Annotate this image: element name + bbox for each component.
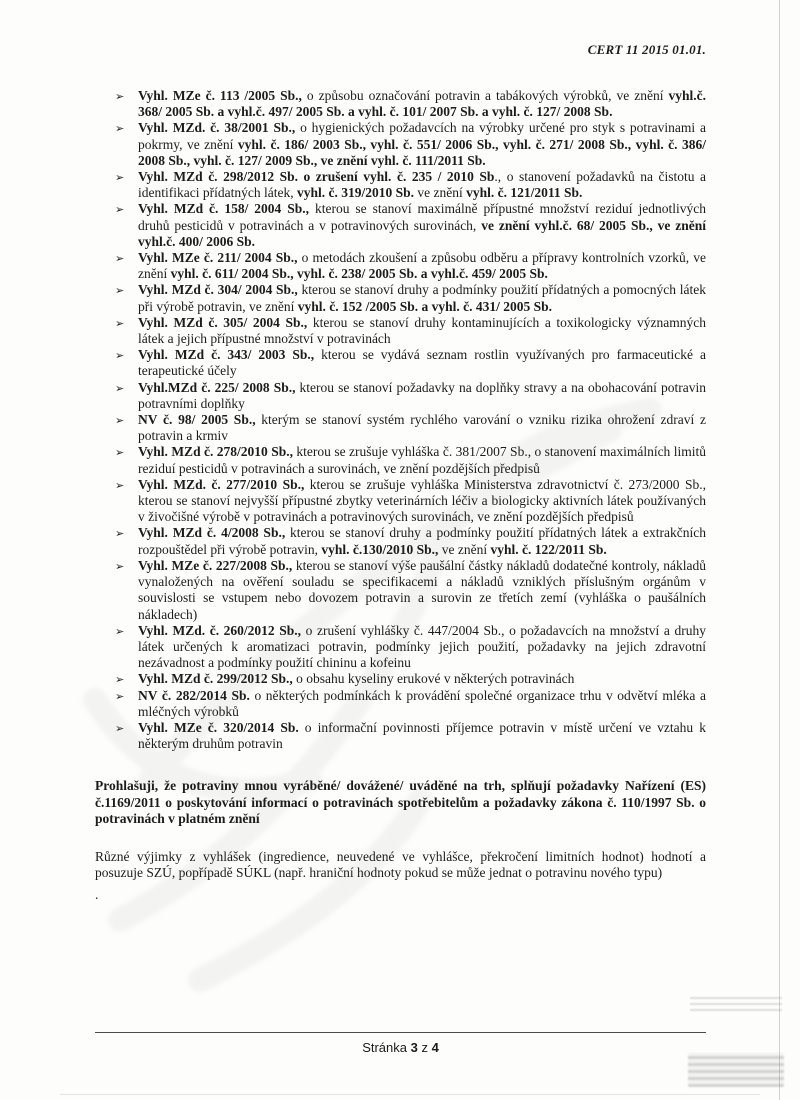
arrow-bullet-icon: ➢ [115, 252, 125, 266]
list-item-text: Vyhl. MZe č. 320/2014 Sb. o informační povinnosti příjemce potravin v místě určení ve vztahu k některým druhům potravin [138, 719, 706, 752]
arrow-bullet-icon: ➢ [115, 689, 125, 703]
arrow-bullet-icon: ➢ [115, 673, 125, 687]
list-item [95, 412, 706, 444]
list-item [95, 201, 706, 250]
list-item-text: Vyhl. MZe č. 211/ 2004 Sb., o metodách zkoušení a způsobu odběru a přípravy kontrolních vzorků, ve znění vyhl. č. 611/ 2004 Sb., vyhl. č. 238/ 2005 Sb. a vyhl.č. 459/ 2005 Sb. [138, 250, 706, 282]
list-item [95, 558, 706, 623]
arrow-bullet-icon: ➢ [115, 90, 125, 103]
arrow-bullet-icon: ➢ [115, 284, 125, 298]
list-item-text: NV č. 98/ 2005 Sb., kterým se stanoví systém rychlého varování o vzniku rizika ohrožení zdraví z potravin a krmiv [138, 412, 706, 444]
arrow-bullet-icon: ➢ [115, 721, 125, 735]
arrow-bullet-icon: ➢ [115, 349, 125, 363]
footer-label: Stránka [362, 1040, 411, 1055]
footer-separator: z [417, 1040, 432, 1055]
declaration-paragraph: Prohlašuji, že potraviny mnou vyráběné/ dovážené/ uváděné na trh, splňují požadavky Nařízení (ES) č.1169/2011 o poskytování informací o potravinách spotřebitelům a požadavky zákona č. 110/1997 Sb. o potravinách v platném znění [95, 778, 706, 826]
list-item [95, 315, 706, 347]
exceptions-paragraph: Různé výjimky z vyhlášek (ingredience, neuvedené ve vyhlášce, překročení limitních hodnot) hodnotí a posuzuje SZÚ, popřípadě SÚKL (např. hraniční hodnoty pokud se může jednat o potravinu nového typu) [95, 848, 706, 881]
arrow-bullet-icon: ➢ [115, 316, 125, 330]
arrow-bullet-icon: ➢ [115, 122, 125, 136]
arrow-bullet-icon: ➢ [115, 171, 125, 185]
list-item-text: Vyhl. MZd. č. 38/2001 Sb., o hygienických požadavcích na výrobky určené pro styk s potravinami a pokrmy, ve znění vyhl. č. 186/ 2003 Sb., vyhl. č. 551/ 2006 Sb., vyhl. č. 271/ 2008 Sb., vyhl. č. 386/ 2008 Sb., vyhl. č. 127/ 2009 Sb., ve znění vyhl. č. 111/2011 Sb. [138, 120, 706, 168]
list-item-text: Vyhl. MZd č. 278/2010 Sb., kterou se zrušuje vyhláška č. 381/2007 Sb., o stanovení maximálních limitů reziduí pesticidů v potravinách a surovinách, ve znění pozdějších předpisů [138, 444, 706, 476]
arrow-bullet-icon: ➢ [115, 446, 125, 460]
arrow-bullet-icon: ➢ [115, 527, 125, 541]
scan-edge [779, 0, 780, 1100]
document-id-header: CERT 11 2015 01.01. [587, 42, 706, 57]
list-item [95, 671, 706, 687]
list-item-text: NV č. 282/2014 Sb. o některých podmínkách k provádění společné organizace trhu v odvětví mléka a mléčných výrobků [138, 687, 706, 719]
decree-list [95, 88, 706, 752]
list-item [95, 623, 706, 672]
list-item [95, 380, 706, 412]
list-item-text: Vyhl. MZd. č. 260/2012 Sb., o zrušení vyhlášky č. 447/2004 Sb., o požadavcích na množství a druhy látek určených k aromatizaci potravin, podmínky jejich použití, požadavky na jejich zdravotní nezávadnost a podmínky použití chininu a kofeinu [138, 622, 706, 671]
document-body [95, 88, 706, 904]
page-footer [95, 1032, 706, 1055]
list-item [95, 477, 706, 526]
page-total: 4 [431, 1040, 439, 1055]
list-item [95, 282, 706, 314]
arrow-bullet-icon: ➢ [115, 414, 125, 428]
list-item-text: Vyhl. MZd č. 304/ 2004 Sb., kterou se stanoví druhy a podmínky použití přídatných a pomocných látek při výrobě potravin, ve znění vyhl. č. 152 /2005 Sb. a vyhl. č. 431/ 2005 Sb. [138, 282, 706, 314]
list-item [95, 250, 706, 282]
list-item [95, 347, 706, 379]
list-item-text: Vyhl. MZe č. 113 /2005 Sb., o způsobu označování potravin a tabákových výrobků, ve znění vyhl.č. 368/ 2005 Sb. a vyhl.č. 497/ 2005 Sb. a vyhl. č. 101/ 2007 Sb. a vyhl. č. 127/ 2008 Sb. [138, 88, 706, 120]
arrow-bullet-icon: ➢ [115, 559, 125, 573]
list-item-text: Vyhl. MZd č. 4/2008 Sb., kterou se stanoví druhy a podmínky použití přídatných látek a extrakčních rozpouštědel při výrobě potravin, vyhl. č.130/2010 Sb., ve znění vyhl. č. 122/2011 Sb. [138, 525, 706, 557]
list-item [95, 525, 706, 557]
arrow-bullet-icon: ➢ [115, 203, 125, 217]
scan-smudge [688, 1053, 784, 1087]
scan-edge [60, 1094, 760, 1095]
scan-smudge [690, 993, 782, 1011]
arrow-bullet-icon: ➢ [115, 624, 125, 638]
list-item-text: Vyhl. MZd č. 299/2012 Sb., o obsahu kyseliny erukové v některých potravinách [138, 671, 575, 687]
list-item-text: Vyhl.MZd č. 225/ 2008 Sb., kterou se stanoví požadavky na doplňky stravy a na obohacování potravin potravními doplňky [138, 379, 706, 411]
list-item [95, 720, 706, 752]
list-item-text: Vyhl. MZd č. 343/ 2003 Sb., kterou se vydává seznam rostlin využívaných pro farmaceutické a terapeutické účely [138, 347, 706, 379]
list-item [95, 169, 706, 201]
arrow-bullet-icon: ➢ [115, 381, 125, 395]
list-item [95, 444, 706, 476]
list-item-text: Vyhl. MZd. č. 277/2010 Sb., kterou se zrušuje vyhláška Ministerstva zdravotnictví č. 273/2000 Sb., kterou se stanoví nejvyšší přípustné zbytky veterinárních léčiv a biologicky aktivních látek používaných v živočišné výrobě v potravinách a potravinových surovinách, ve znění pozdějších předpisů [138, 476, 706, 525]
list-item-text: Vyhl. MZd č. 158/ 2004 Sb., kterou se stanoví maximálně přípustné množství reziduí jednotlivých druhů pesticidů v potravinách a v potravinových surovinách, ve znění vyhl.č. 68/ 2005 Sb., ve znění vyhl.č. 400/ 2006 Sb. [138, 201, 706, 249]
page-number: 3 [410, 1040, 418, 1055]
list-item [95, 88, 706, 120]
list-item-text: Vyhl. MZd č. 305/ 2004 Sb., kterou se stanoví druhy kontaminujících a toxikologicky významných látek a jejich přípustné množství v potravinách [138, 314, 706, 347]
arrow-bullet-icon: ➢ [115, 478, 125, 492]
list-item [95, 120, 706, 169]
stray-period: . [95, 887, 99, 903]
list-item [95, 688, 706, 720]
list-item-text: Vyhl. MZe č. 227/2008 Sb., kterou se stanoví výše paušální částky nákladů dodatečné kontroly, nákladů vynaložených na ověření souladu se specifikacemi a nákladů vzniklých příslušným orgánům v souvislosti se vstupem nebo dovozem potravin a surovin ze třetích zemí (vyhláška o paušálních nákladech) [138, 557, 706, 622]
list-item-text: Vyhl. MZd č. 298/2012 Sb. o zrušení vyhl. č. 235 / 2010 Sb., o stanovení požadavků na čistotu a identifikaci přídatných látek, vyhl. č. 319/2010 Sb. ve znění vyhl. č. 121/2011 Sb. [138, 169, 706, 201]
